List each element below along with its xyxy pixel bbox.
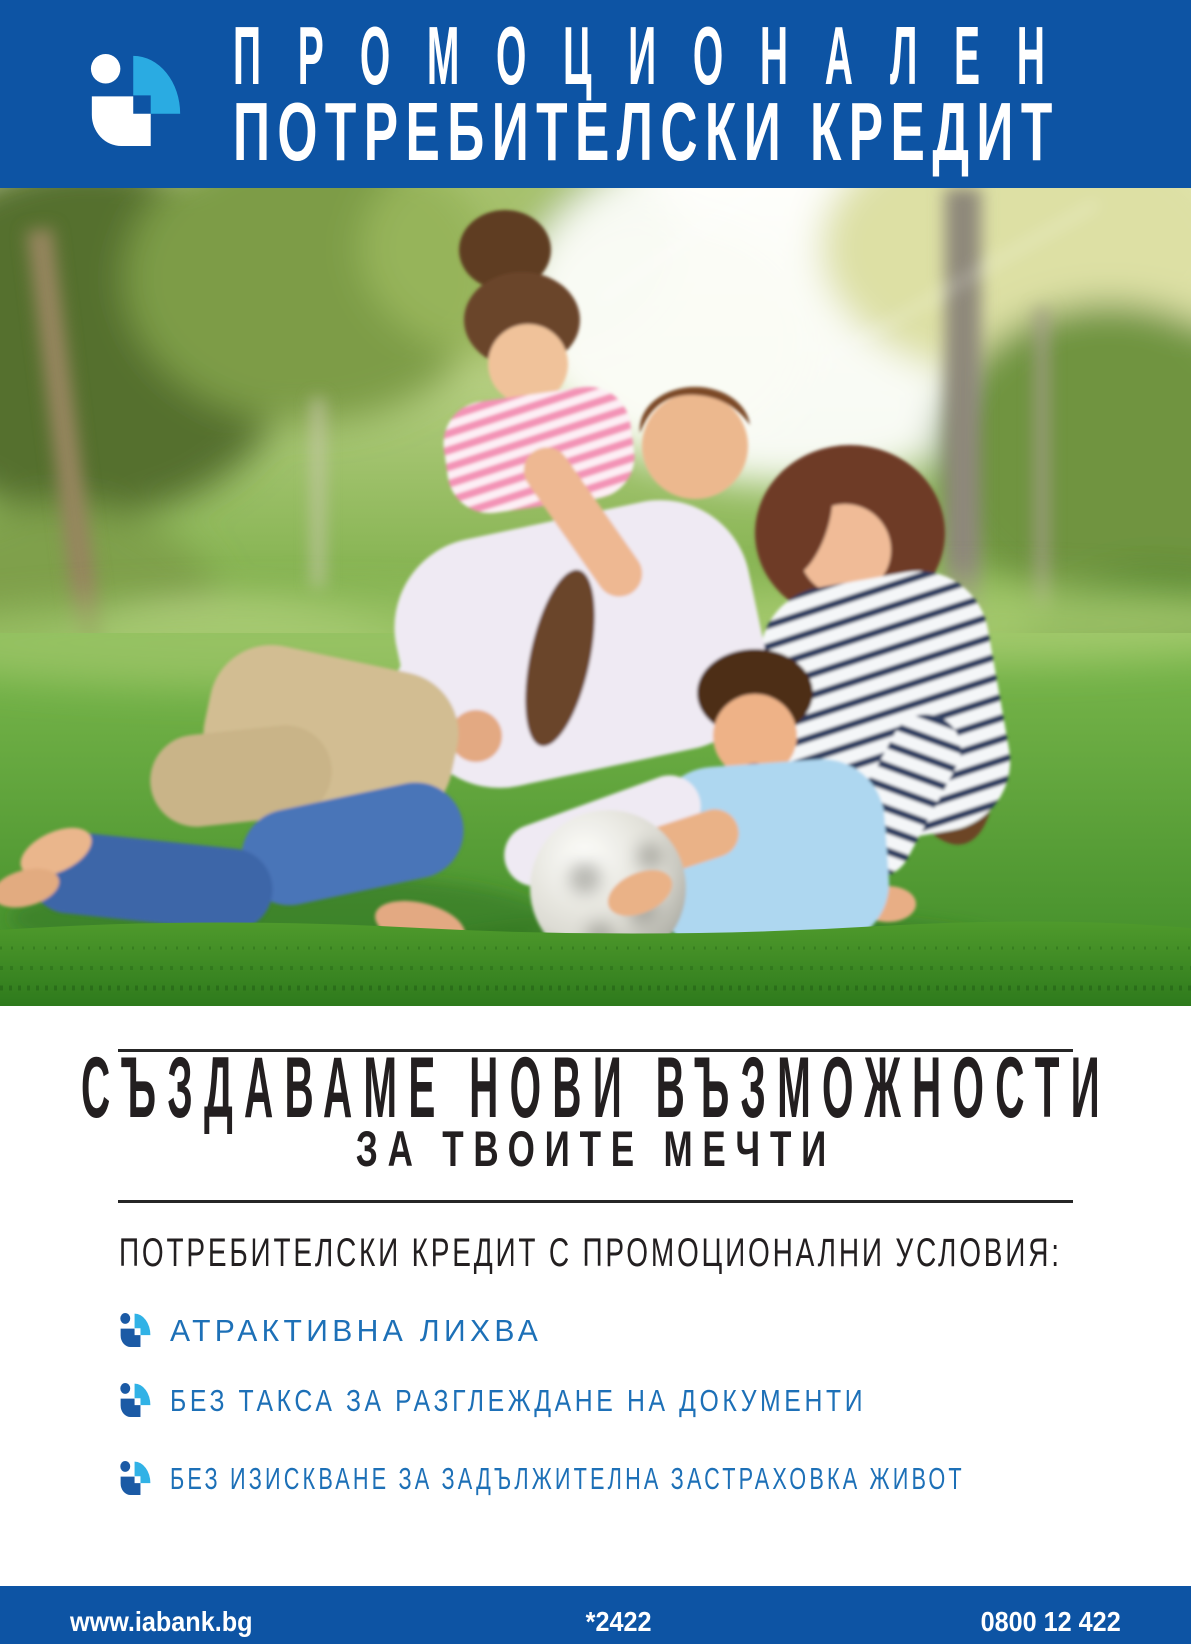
header-title-line2: ПОТРЕБИТЕЛСКИ КРЕДИТ [233,85,1060,178]
iabank-logo-icon [120,1461,151,1495]
benefits-list [120,1312,1191,1496]
subheading [119,1233,1191,1273]
benefit-item-no-document-fee [120,1382,1191,1418]
iabank-logo-icon [120,1383,151,1417]
iabank-logo-icon [120,1313,151,1347]
headline-line1: СЪЗДАВАМЕ НОВИ ВЪЗМОЖНОСТИ [80,1040,1111,1136]
benefit-label: БЕЗ ТАКСА ЗА РАЗГЛЕЖДАНЕ НА ДОКУМЕНТИ [170,1382,867,1418]
family-photo [0,188,1191,1006]
benefit-item-attractive-rate [120,1312,1191,1348]
headline-rule-bottom [118,1200,1073,1203]
header [0,0,1191,188]
benefit-label: БЕЗ ИЗИСКВАНЕ ЗА ЗАДЪЛЖИТЕЛНА ЗАСТРАХОВКА ЖИВОТ [170,1460,965,1496]
footer-website: www.iabank.bg [70,1606,253,1637]
iabank-logo-icon [90,54,182,146]
benefit-label: АТРАКТИВНА ЛИХВА [170,1312,543,1348]
subheading-text: ПОТРЕБИТЕЛСКИ КРЕДИТ С ПРОМОЦИОНАЛНИ УСЛОВИЯ: [119,1231,1062,1275]
footer [0,1586,1191,1644]
benefit-item-no-life-insurance [120,1460,1191,1496]
headline-line2: ЗА ТВОИТЕ МЕЧТИ [355,1121,836,1177]
footer-short-code: *2422 [586,1606,652,1637]
footer-phone: 0800 12 422 [980,1606,1121,1637]
header-title-line1: ПРОМОЦИОНАЛЕН [233,9,1082,102]
photo-foreground-grass [0,921,1191,1006]
